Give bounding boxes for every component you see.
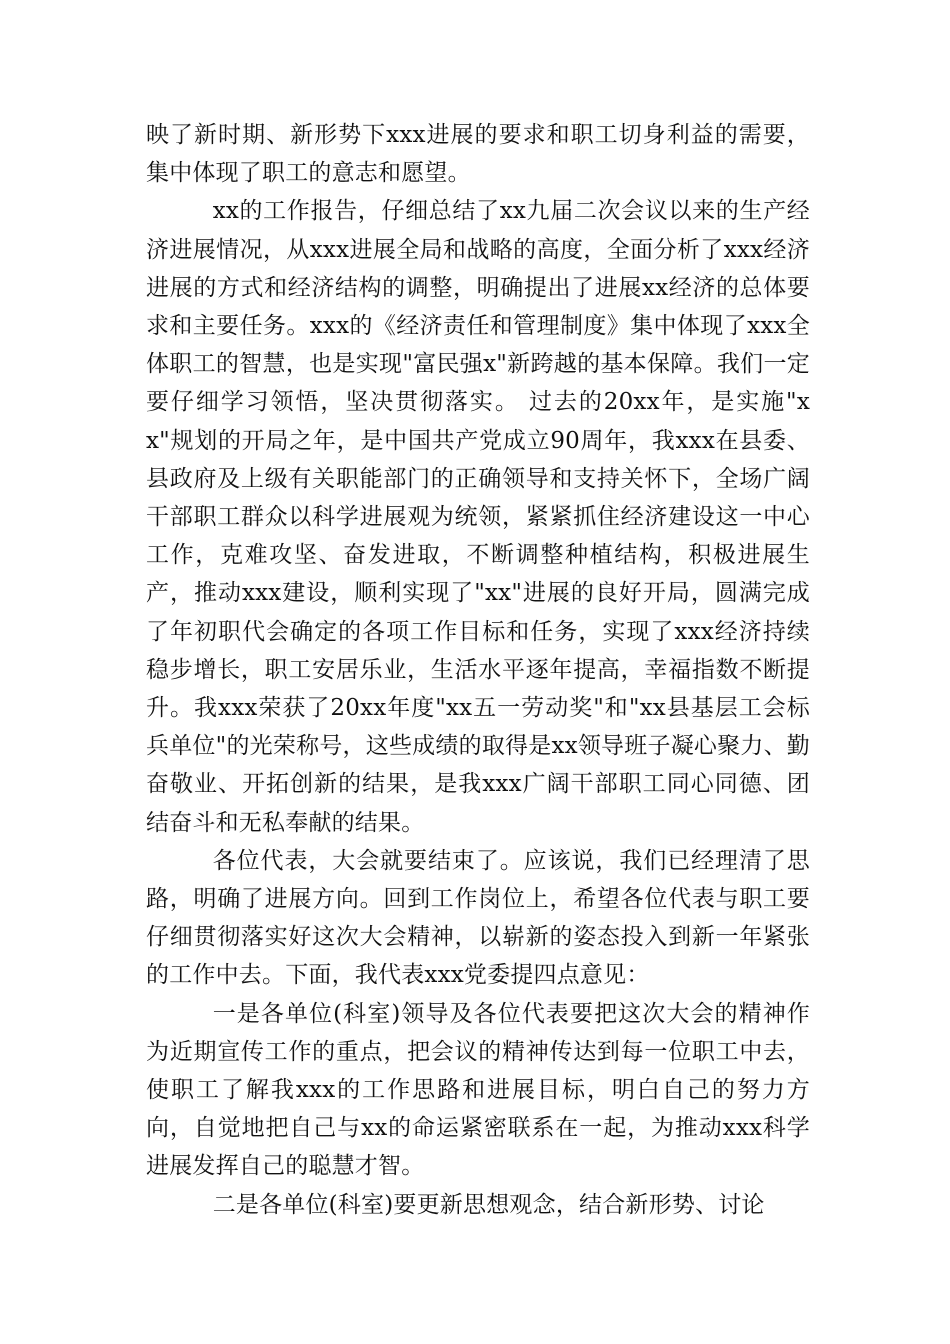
paragraph-5: 二是各单位(科室)要更新思想观念，结合新形势、讨论 bbox=[212, 1191, 765, 1218]
document-page bbox=[146, 116, 810, 1224]
paragraph-2: xx的工作报告，仔细总结了xx九届二次会议以来的生产经济进展情况，从xxx进展全局和战略的高度，全面分析了xxx经济进展的方式和经济结构的调整，明确提出了进展xx经济的总体要求和主要任务。xxx的《经济责任和管理制度》集中体现了xxx全体职工的智慧，也是实现"富民强x"新跨越的基本保障。我们一定要仔细学习领悟，坚决贯彻落实。 过去的20xx年，是实施"xx"规划的开局之年，是中国共产党成立90周年，我xxx在县委、县政府及上级有关职能部门的正确领导和支持关怀下，全场广阔干部职工群众以科学进展观为统领，紧紧抓住经济建设这一中心工作，克难攻坚、奋发进取，不断调整种植结构，积极进展生产，推动xxx建设，顺利实现了"xx"进展的良好开局，圆满完成了年初职代会确定的各项工作目标和任务，实现了xxx经济持续稳步增长，职工安居乐业，生活水平逐年提高，幸福指数不断提升。我xxx荣获了20xx年度"xx五一劳动奖"和"xx县基层工会标兵单位"的光荣称号，这些成绩的取得是xx领导班子凝心聚力、勤奋敬业、开拓创新的结果，是我xxx广阔干部职工同心同德、团结奋斗和无私奉献的结果。 bbox=[146, 198, 810, 836]
paragraph-4: 一是各单位(科室)领导及各位代表要把这次大会的精神作为近期宣传工作的重点，把会议的精神传达到每一位职工中去，使职工了解我xxx的工作思路和进展目标，明白自己的努力方向，自觉地把自己与xx的命运紧密联系在一起，为推动xxx科学进展发挥自己的聪慧才智。 bbox=[146, 1000, 810, 1180]
paragraph-1: 映了新时期、新形势下xxx进展的要求和职工切身利益的需要，集中体现了职工的意志和愿望。 bbox=[146, 122, 810, 187]
paragraph-3: 各位代表，大会就要结束了。应该说，我们已经理清了思路，明确了进展方向。回到工作岗位上，希望各位代表与职工要仔细贯彻落实好这次大会精神，以崭新的姿态投入到新一年紧张的工作中去。下面，我代表xxx党委提四点意见： bbox=[146, 847, 810, 989]
